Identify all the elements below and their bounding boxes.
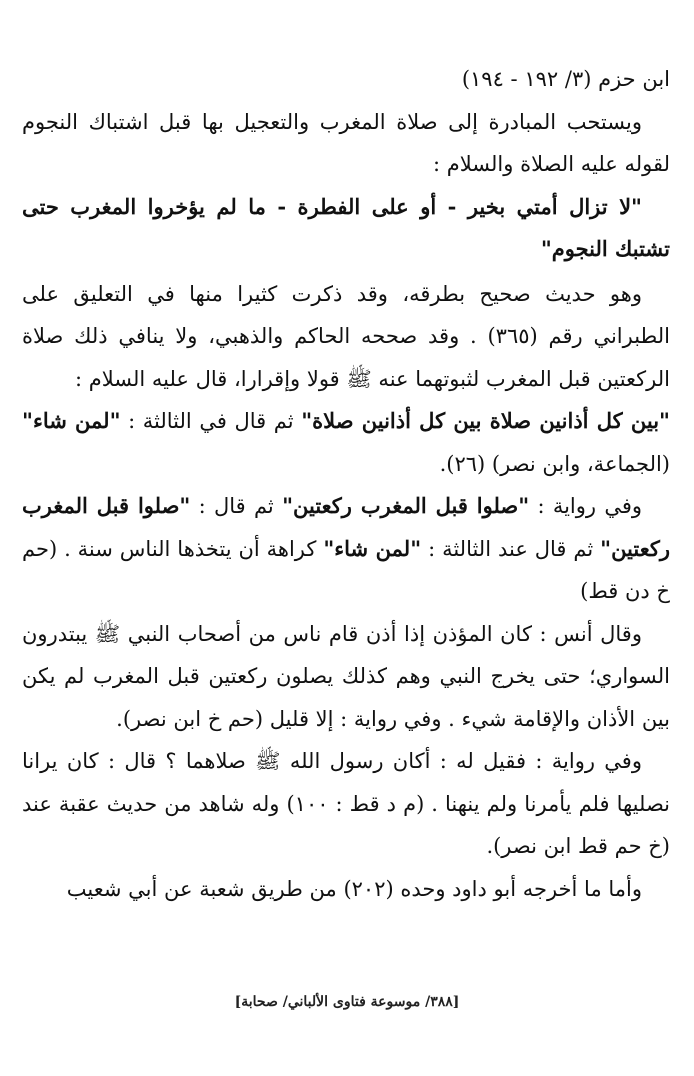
hadith-text: "لمن شاء" [22, 408, 121, 433]
citation-text: ابن حزم (٣/ ١٩٢ - ١٩٤) [461, 67, 670, 91]
paragraph-text: وفي رواية : [529, 494, 642, 518]
paragraph-text: وهو حديث صحيح بطرقه، وقد ذكرت كثيرا منها في التعليق على الطبراني رقم (٣٦٥) . وقد صححه الحاكم والذهبي، ولا ينافي ذلك صلاة الركعتين قبل المغرب لثبوتهما عنه ﷺ قولا وإقرارا، قال عليه السلام : [22, 281, 671, 391]
page-footer: [٣٨٨/ موسوعة فتاوى الألباني/ صحابة] [234, 994, 460, 1010]
hadith-text: "صلوا قبل المغرب ركعتين" [22, 493, 670, 561]
paragraph-anas-narration [22, 613, 670, 741]
paragraph-text: (الجماعة، وابن نصر) (٢٦). [439, 451, 670, 476]
paragraph-riwaya-qila [22, 740, 670, 868]
paragraph-hadith-grading [22, 273, 670, 401]
paragraph-text: وقال أنس : كان المؤذن إذا أذن قام ناس من أصحاب النبي ﷺ يبتدرون السواري؛ حتى يخرج النبي وهم كذلك يصلون ركعتين قبل المغرب لم يكن بين الأذان والإقامة شيء . وفي رواية : إلا قليل (حم خ ابن نصر). [22, 621, 670, 731]
paragraph-text: وأما ما أخرجه أبو داود وحده (٢٠٢) من طريق شعبة عن أبي شعيب [66, 876, 642, 901]
hadith-text: "لمن شاء" [323, 535, 422, 561]
paragraph-text: كراهة أن يتخذها الناس سنة . (حم خ دن قط) [22, 536, 670, 603]
hadith-quote-adhanain [22, 400, 670, 485]
hadith-text: "بين كل أذانين صلاة بين كل أذانين صلاة" [301, 408, 670, 433]
page-body [22, 58, 670, 910]
hadith-text: "صلوا قبل المغرب ركعتين" [282, 493, 530, 518]
paragraph-riwaya-salu [22, 485, 670, 613]
paragraph-maghrib-hastening [22, 101, 670, 186]
paragraph-text: ثم قال عند الثالثة : [421, 536, 601, 561]
paragraph-text: ثم قال : [190, 494, 283, 518]
paragraph-text: ويستحب المبادرة إلى صلاة المغرب والتعجيل بها قبل اشتباك النجوم لقوله عليه الصلاة والسلام : [22, 109, 670, 176]
hadith-text: "لا تزال أمتي بخير - أو على الفطرة - ما لم يؤخروا المغرب حتى تشتبك النجوم" [22, 193, 670, 261]
hadith-quote-stars [22, 186, 670, 271]
paragraph-abu-dawud [22, 868, 670, 911]
citation-line [22, 58, 670, 101]
paragraph-text: وفي رواية : فقيل له : أكان رسول الله ﷺ صلاهما ؟ قال : كان يرانا نصليها فلم يأمرنا ولم ينهنا . (م د قط : ١٠٠) وله شاهد من حديث عقبة عند (خ حم قط ابن نصر). [22, 749, 670, 858]
paragraph-text: ثم قال في الثالثة : [120, 409, 302, 433]
